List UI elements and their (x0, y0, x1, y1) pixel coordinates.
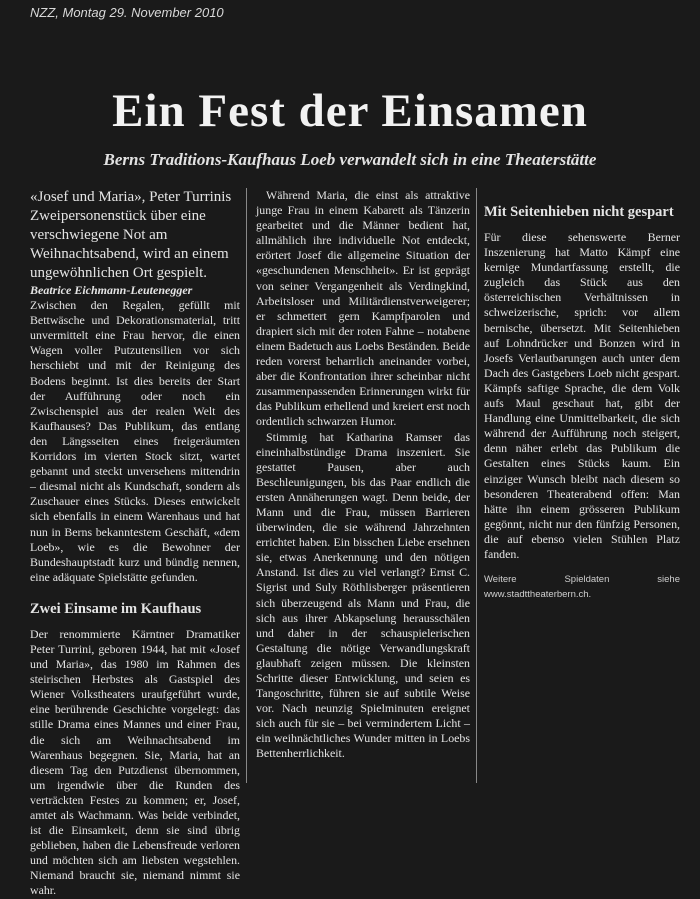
article-column-1 (30, 188, 240, 898)
body-paragraph: Während Maria, die einst als attraktive junge Frau in einem Kabarett als Tänzerin gearbeitet und die Männer bedient hat, allmählich ihre individuelle Not entdeckt, erörtert Josef die allgemeine Situation der «geschundenen Menschheit». Er ist geprägt von seiner Vergangenheit als Verdingkind, Arbeitsloser und Militärdienstverweigerer; er schmettert gern Kampfparolen und drapiert sich mit der roten Fahne – notabene einem Badetuch aus Loebs Beständen. Beide reden vorerst beharrlich aneinander vorbei, aber die Konfrontation ihrer scheinbar nicht zusammenpassenden Erinnerungen wirkt für das Publikum erhellend und kreiert erst noch ordentlich schwarzen Humor. (256, 188, 470, 429)
section-heading: Mit Seitenhieben nicht gespart (484, 204, 674, 220)
dateline: NZZ, Montag 29. November 2010 (30, 5, 224, 20)
author-byline: Beatrice Eichmann-Leutenegger (30, 283, 193, 297)
body-paragraph: Zwischen den Regalen, gefüllt mit Bettwäsche und Dekorationsmaterial, tritt unvermittelt eine Frau hervor, die einen Wagen voller Putzutensilien vor sich herschiebt und mit der Reinigung des Bodens beginnt. Ist dies bereits der Start der Aufführung oder noch ein Zwischenspiel aus der realen Welt des Kaufhauses? Das Publikum, das entlang den Längsseiten eines freigeräumten Korridors im vierten Stock sitzt, wartet gebannt und steckt unversehens mittendrin – diesmal nicht als Kundschaft, sondern als Zuschauer eines Stücks. Dieses entwickelt sich ebenfalls in einem Warenhaus und hat nun in Berns bekanntestem Geschäft, «dem Loeb», wie es die Bewohner der Bundeshauptstadt kurz und bündig nennen, eine adäquate Spielstätte gefunden. (30, 298, 240, 584)
body-paragraph: Stimmig hat Katharina Ramser das eineinhalbstündige Drama inszeniert. Sie gestattet Pausen, aber auch Beschleunigungen, bis das Paar endlich die ersten Annäherungen wagt. Denn beide, der Mann und die Frau, müssen Barrieren überwinden, die sie während Jahrzehnten errichtet haben. Ein bisschen Liebe ersehnen sie, etwas Anerkennung und den nötigen Anstand. Ist dies zu viel verlangt? Ernst C. Sigrist und Suly Röthlisberger präsentieren sich überzeugend als Mann und Frau, die sich aus ihrer Abkapselung herausschälen und daher in der schauspielerischen Gestaltung die nötige Verwandlungskraft glaubhaft zeigen müssen. Die kleinsten Schritte dieser Entwicklung, und seien es Tangoschritte, führen sie auf subtile Weise vor. Nach neunzig Spielminuten ereignet sich auch für sie – bei vermindertem Licht – ein weihnächtliches Wunder mitten in Loebs Bettenherrlichkeit. (256, 429, 470, 761)
article-column-3 (484, 188, 680, 788)
column-divider (476, 188, 477, 783)
body-paragraph: Für diese sehenswerte Berner Inszenierung hat Matto Kämpf eine kernige Mundartfassung erstellt, die zugleich das Stück aus den österreichischen Verhältnissen in schweizerische, sprich: vor allem bernische, übersetzt. Mit Seitenhieben auf Lohndrücker und Bonzen wird in Josefs Verlautbarungen auch unter dem Dach des Gastgebers Loeb nicht gespart. Kämpfs saftige Sprache, die dem Volk aufs Maul geschaut hat, gibt der Handlung eine Unmittelbarkeit, die sich während der Aufführung noch steigert, denn näher erlebt das Publikum die Gestalten eines Stücks kaum. Ein einziger Wunsch bleibt nach diesem so besonderen Theaterabend offen: Man hätte ihn einem grösseren Publikum gegönnt, nicht nur den fünfzig Personen, die auf ebenso vielen Stühlen Platz fanden. (484, 230, 680, 561)
lead-paragraph: «Josef und Maria», Peter Turrinis Zweipersonenstück über eine verschwiegene Not am Weihnachtsabend, wird an einem ungewöhnlichen Ort gespielt. (30, 189, 232, 281)
article-title: Ein Fest der Einsamen (112, 85, 588, 137)
body-paragraph: Der renommierte Kärntner Dramatiker Peter Turrini, geboren 1944, hat mit «Josef und Maria», das 1980 im Rahmen des steirischen Herbstes als Gastspiel des Wiener Volkstheaters uraufgeführt wurde, eine berührende Geschichte vorgelegt: das stille Drama eines Mannes und einer Frau, die sich am Weihnachtsabend im Warenhaus begegnen. Sie, Maria, hat an diesem Tag den Putzdienst übernommen, um irgendwie über die Runden des verträckten Festes zu kommen; er, Josef, amtet als Wachmann. Was beide verbindet, ist die Einsamkeit, denn sie sind übrig geblieben, haben die Lebensfreude verloren und möchten sich am liebsten wegstehlen. Niemand braucht sie, niemand nimmt sie wahr. (30, 626, 240, 898)
article-subtitle: Berns Traditions-Kaufhaus Loeb verwandelt sich in eine Theaterstätte (103, 150, 597, 169)
article-column-2 (256, 188, 470, 788)
footer-note: Weitere Spieldaten siehe www.stadttheaterbern.ch. (484, 574, 680, 601)
column-divider (246, 188, 247, 783)
section-heading: Zwei Einsame im Kaufhaus (30, 600, 202, 617)
